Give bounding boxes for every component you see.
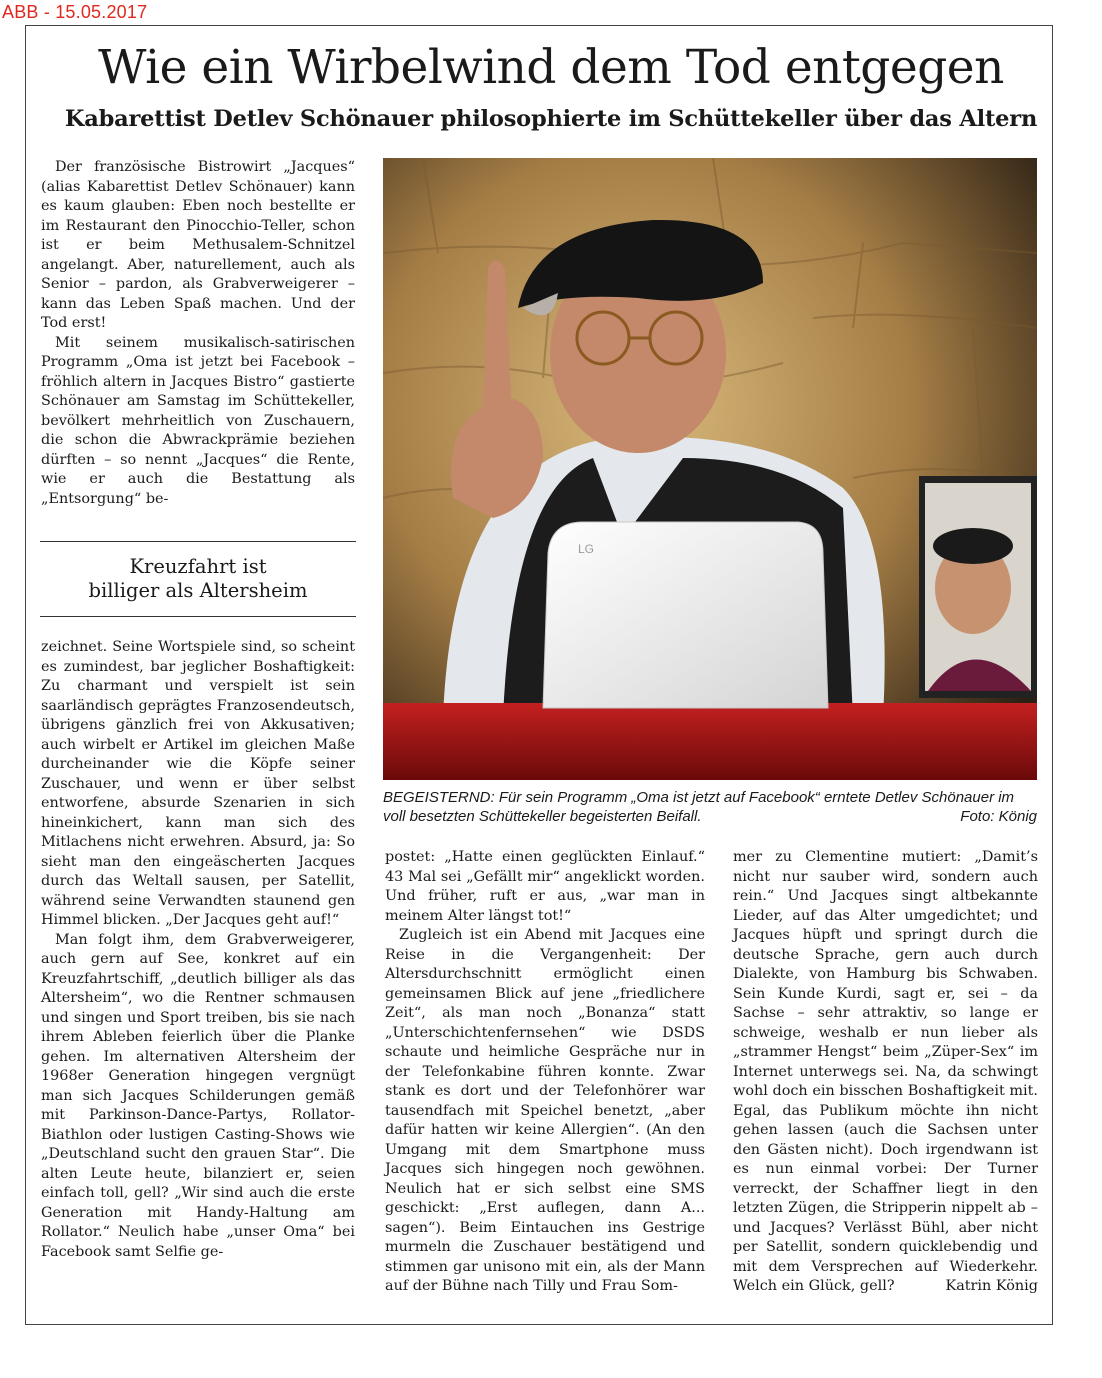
article-column-2 (385, 848, 705, 1297)
paragraph: Der französische Bistrowirt „Jacques“ (alias Kabarettist Detlev Schönauer) kann es kaum glauben: Eben noch bestellte er im Restaurant den Pinocchio-Teller, schon ist er beim Methusalem-Schnitzel angelangt. Aber, naturellement, auch als Senior – pardon, als Grabverweigerer – kann das Leben Spaß machen. Und der Tod erst! (41, 159, 355, 331)
paragraph: Zugleich ist ein Abend mit Jacques eine Reise in die Vergangenheit: Der Altersdurchschnitt ermöglicht einen gemeinsamen Blick auf jene „friedlichere Zeit“, als man noch „Bonanza“ statt „Unterschichtenfernsehen“ wie DSDS schaute und heimliche Gespräche nur in der Telefonkabine führen konnte. Zwar stank es dort und der Telefonhörer war tausendfach mit Speichel benetzt, „aber dafür hatten wir keine Allergien“. (An den Umgang mit dem Smartphone muss Jacques sich hingegen noch gewöhnen. Neulich hat er sich selbst eine SMS geschickt: „Erst auflegen, dann A... sagen“). Beim Eintauchen ins Gestrige murmeln die Zuschauer bestätigend und stimmen gar unisono mit ein, als der Mann auf der Bühne nach Tilly und Frau Som- (385, 927, 705, 1294)
article-column-3 (733, 848, 1038, 1297)
source-date-tag: ABB - 15.05.2017 (2, 2, 148, 22)
paragraph: Mit seinem musikalisch-satirischen Programm „Oma ist jetzt bei Facebook – fröhlich altern in Jacques Bistro“ gastierte Schönauer am Samstag im Schüttekeller, bevölkert mehrheitlich von Zuschauern, die schon die Abwrackprämie beziehen dürften – so nennt „Jacques“ die Rente, wie er auch die Bestattung als „Entsorgung“ be- (41, 334, 355, 507)
paragraph-text: mer zu Clementine mutiert: „Damit’s nicht nur sauber wird, sondern auch rein.“ Und Jacques singt altbekannte Lieder, auf das Alter umgedichtet; und Jacques hüpft und springt durch die deutsche Sprache, gern auch durch Dialekte, von Hamburg bis Schwaben. Sein Kunde Kurdi, sagt er, sei – da Sachse – sehr attraktiv, so lange er schweige, weshalb er nun lieber als „strammer Hengst“ beim „Züper-Sex“ im Internet unterwegs sei. Na, da schwingt wohl doch ein bisschen Boshaftigkeit mit. Egal, das Publikum möchte ihn nicht gehen lassen (auch die Sachsen unter den Gästen nicht). Doch irgendwann ist es nun einmal vorbei: Der Turner verreckt, der Schaffner liegt in den letzten Zügen, die Stripperin nippelt ab – und Jacques? Verlässt Bühl, aber nicht per Satellit, sondern quicklebendig und mit dem Versprechen auf Wiederkehr. Welch ein Glück, gell? (733, 849, 1038, 1294)
subheadline: Kabarettist Detlev Schönauer philosophierte im Schüttekeller über das Altern (64, 106, 1038, 132)
headline: Wie ein Wirbelwind dem Tod entgegen (98, 40, 1004, 95)
article-column-1a (41, 158, 355, 509)
portrait-picture-frame (919, 476, 1037, 698)
intermediate-heading-line-2: billiger als Altersheim (88, 579, 308, 602)
photo-performer-on-stage (383, 158, 1037, 780)
intermediate-heading-line-1: Kreuzfahrt ist (129, 555, 267, 578)
intermediate-heading (40, 541, 356, 617)
photo-credit: Foto: König (960, 808, 1037, 825)
article-column-1b (41, 638, 355, 1262)
photo-caption (383, 788, 1037, 826)
laptop (543, 522, 828, 708)
paragraph: Man folgt ihm, dem Grabverweigerer, auch gern auf See, konkret auf ein Kreuzfahrtschiff, „deutlich billiger als das Altersheim“, wo die Rentner schmausen und singen und Sport treiben, bis sie nach ihrem Ableben feierlich über die Planke gehen. Im alternativen Altersheim der 1968er Generation hingegen vergnügt man sich Jacques Schilderungen gemäß mit Parkinson-Dance-Partys, Rollator-Biathlon oder lustigen Casting-Shows wie „Deutschland sucht den grauen Star“. Die alten Leute heute, bilanziert er, seien einfach toll, gell? „Wir sind auch die erste Generation mit Handy-Haltung am Rollator.“ Neulich habe „unser Oma“ bei Facebook samt Selfie ge- (41, 931, 355, 1260)
paragraph: zeichnet. Seine Wortspiele sind, so scheint es zumindest, bar jeglicher Boshaftigkeit: Zu charmant und verspielt ist sein saarländisch geprägtes Franzosendeutsch, übrigens gänzlich frei von Akkusativen; auch wirbelt er Artikel im gleichen Maße durcheinander wie die Köpfe seiner Zuschauer, und wenn er über selbst entworfene, absurde Szenarien in sich hineinkichert, kann man sich des Mitlachens nicht erwehren. Absurd, ja: So sieht man den eingeäscherten Jacques durch das Weltall sausen, per Satellit, während seine Verwandten staunend gen Himmel blicken. „Der Jacques geht auf!“ (41, 639, 355, 928)
paragraph (733, 848, 1038, 1297)
paragraph: postet: „Hatte einen geglückten Einlauf.“ 43 Mal sei „Gefällt mir“ angeklickt worden. Und früher, ruft er aus, „war man in meinem Alter längst tot!“ (385, 849, 705, 924)
laptop-logo: LG (578, 542, 595, 556)
red-table (383, 703, 1037, 780)
author-name: Katrin König (945, 1278, 1038, 1294)
caption-text: BEGEISTERND: Für sein Programm „Oma ist jetzt auf Facebook“ erntete Detlev Schönauer im voll besetzten Schüttekeller begeisterten Beifall. (383, 789, 1015, 825)
